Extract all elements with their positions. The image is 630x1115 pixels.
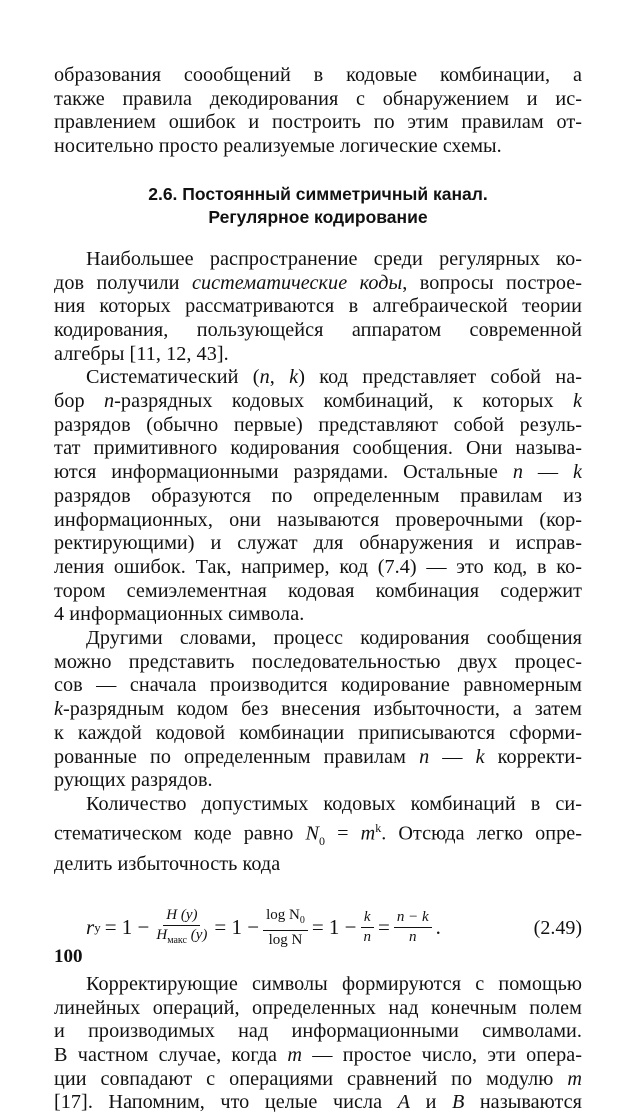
fraction-nk-n: $\frac{n - k}{n}$	[394, 909, 432, 946]
paragraph-5	[54, 973, 582, 1115]
fraction-entropy: $\frac{H (y)}{H_{макс} (y)}$	[156, 906, 208, 946]
paragraph-3	[54, 627, 582, 793]
text-line: делить избыточность кода	[54, 853, 281, 876]
text-line: линейных операций, определенных над конечным полем	[54, 996, 582, 1019]
text-line: Систематический (n, k) код представляет собой на-	[86, 366, 582, 389]
text-line: можно представить последовательностью двух процес-	[54, 650, 582, 673]
formula-op: = 1 −	[311, 915, 357, 940]
text-line: разрядов (обычно первые) представляют собой резуль-	[54, 413, 582, 436]
formula-lhs: r	[86, 915, 95, 940]
text-line: рованные по определенным правилам n — k корректи-	[54, 745, 582, 768]
text-line: рующих разрядов.	[54, 769, 213, 792]
text-line: и производимых над информационными символами.	[54, 1020, 582, 1043]
text-line: Другими словами, процесс кодирования сообщения	[86, 627, 582, 650]
text-line: правлением ошибок и построить по этим правилам от-	[54, 111, 582, 134]
formula-2-49	[54, 887, 582, 961]
text-line: также правила декодирования с обнаружением и ис-	[54, 87, 582, 110]
text-line: образования соообщений в кодовые комбинации, а	[54, 64, 582, 86]
paragraph-4	[54, 793, 582, 877]
page-number: 100	[54, 946, 83, 967]
text-line: дов получили систематические коды, вопросы построе-	[54, 271, 582, 294]
text-line: Наибольшее распространение среди регулярных ко-	[86, 247, 582, 270]
page-body	[54, 64, 582, 1115]
text-line: носительно просто реализуемые логические схемы.	[54, 135, 502, 158]
text-line: Количество допустимых кодовых комбинаций в си-	[86, 792, 582, 815]
text-line: кодирования, пользующейся аппаратом современной	[54, 318, 582, 341]
text-line: ректирующими) и служат для обнаружения и исправ-	[54, 532, 582, 555]
text-line: к каждой кодовой комбинации приписываются сформи-	[54, 721, 582, 744]
text-line: ния которых рассматриваются в алгебраической теории	[54, 295, 582, 318]
paragraph-2	[54, 366, 582, 627]
text-line: ются информационными разрядами. Остальные n — k	[54, 461, 582, 484]
emphasis: систематические коды	[191, 271, 403, 294]
fraction-k-n: $\frac{k}{n}$	[361, 909, 375, 946]
formula-op: = 1 −	[104, 915, 150, 940]
text-line: ции совпадают с операциями сравнений по модулю m	[54, 1067, 582, 1090]
text-line: k-разрядным кодом без внесения избыточности, а затем	[54, 698, 582, 721]
equation-number: (2.49)	[533, 916, 582, 939]
paragraph-1	[54, 248, 582, 367]
section-heading	[54, 183, 582, 229]
text-line: ления ошибок. Так, например, код (7.4) — это код, в ко-	[54, 555, 582, 578]
intro-paragraph	[54, 64, 582, 159]
text-line: В частном случае, когда m — простое число, эти опера-	[54, 1043, 582, 1066]
text-line: тат примитивного кодирования сообщения. Они называ-	[54, 437, 582, 460]
fraction-log: $\frac{\log N_0}{\text{log N}}$	[263, 907, 308, 949]
formula-expression: r y = 1 − $\frac{H (y)}{H_{макс} (y)}$ = 1 − $\frac{\log N_0}{\text{log N}}$ = 1 − $\frac{k}{n}$ = $\frac{n - k}{n}$ .	[86, 906, 441, 948]
text-line: бор n-разрядных кодовых комбинаций, к которых k	[54, 390, 582, 413]
text-line: [17]. Напомним, что целые числа A и B называются	[54, 1091, 582, 1114]
text-line: алгебры [11, 12, 43].	[54, 342, 229, 365]
text-line: сов — сначала производится кодирование равномерным	[54, 674, 582, 697]
section-heading-line2: Регулярное кодирование	[208, 206, 428, 227]
text-line: тором семиэлементная кодовая комбинация содержит	[54, 579, 582, 602]
text-line: разрядов образуются по определенным правилам из	[54, 484, 582, 507]
text-line: информационных, они называются проверочными (кор-	[54, 508, 582, 531]
formula-op: =	[378, 915, 390, 940]
text-line: 4 информационных символа.	[54, 603, 305, 626]
text-line: Корректирующие символы формируются с помощью	[86, 972, 582, 995]
formula-op: = 1 −	[214, 915, 260, 940]
text-line: стематическом коде равно $N_0 = m^k$. Отсюда легко опре-	[54, 820, 582, 848]
section-heading-line1: 2.6. Постоянный симметричный канал.	[148, 183, 488, 204]
